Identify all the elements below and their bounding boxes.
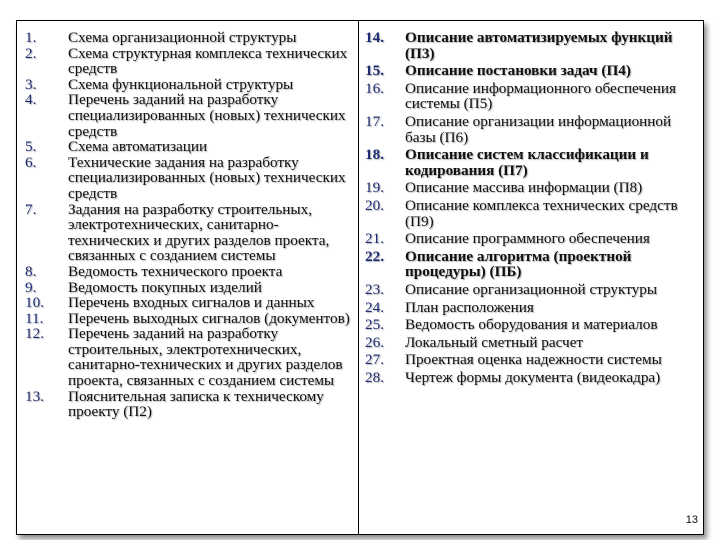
item-text: Описание систем классификации и кодирования (П7) <box>405 146 649 179</box>
list-item <box>25 389 354 420</box>
item-text: Чертеж формы документа (видеокадра) <box>405 368 661 386</box>
item-text: Перечень входных сигналов и данных <box>68 294 315 312</box>
list-item <box>365 317 699 333</box>
list-item <box>365 370 699 386</box>
list-item <box>365 147 699 178</box>
item-text: Задания на разработку строительных, электротехнических, санитарно-технических и других разделов проекта, связанных с созданием системы <box>68 200 330 265</box>
list-item <box>365 30 699 61</box>
item-text: Перечень выходных сигналов (документов) <box>68 309 350 327</box>
list-item <box>25 326 354 388</box>
item-text: Схема функциональной структуры <box>68 75 294 93</box>
list-item <box>365 63 699 79</box>
item-number: 25. <box>365 316 384 334</box>
list-item <box>25 30 354 46</box>
list-item <box>25 139 354 155</box>
item-text: Описание комплекса технических средств (П9) <box>405 196 678 230</box>
item-number: 27. <box>365 351 384 369</box>
item-text: Описание программного обеспечения <box>405 230 650 248</box>
list-item <box>25 311 354 327</box>
item-number: 8. <box>25 262 37 280</box>
item-text: Пояснительная записка к техническому проекту (П2) <box>68 387 324 421</box>
item-number: 21. <box>365 230 384 248</box>
right-column <box>359 21 703 534</box>
right-document-list <box>365 30 699 385</box>
list-item <box>365 352 699 368</box>
item-number: 19. <box>365 179 384 197</box>
item-text: Схема автоматизации <box>68 138 208 156</box>
item-number: 22. <box>365 247 384 265</box>
item-text: Описание организационной структуры <box>405 280 658 298</box>
left-document-list <box>25 30 354 420</box>
item-text: Описание массива информации (П8) <box>405 179 643 197</box>
list-item <box>25 46 354 77</box>
item-number: 20. <box>365 196 384 214</box>
page-number: 13 <box>685 514 698 526</box>
item-number: 13. <box>25 387 44 405</box>
list-item <box>25 280 354 296</box>
item-text: Перечень заданий на разработку строительных, электротехнических, санитарно-технических и других разделов проекта, связанных с созданием системы <box>68 325 343 390</box>
list-item <box>25 264 354 280</box>
list-item <box>365 180 699 196</box>
item-number: 2. <box>25 44 37 62</box>
item-number: 26. <box>365 333 384 351</box>
item-number: 28. <box>365 368 384 386</box>
list-item <box>25 295 354 311</box>
item-number: 1. <box>25 29 37 46</box>
item-number: 16. <box>365 79 384 97</box>
item-text: Локальный сметный расчет <box>405 333 584 351</box>
item-text: Схема организационной структуры <box>68 29 297 46</box>
item-text: Проектная оценка надежности системы <box>405 351 662 369</box>
item-text: План расположения <box>405 298 534 316</box>
item-number: 11. <box>25 309 44 327</box>
item-number: 17. <box>365 112 384 130</box>
item-number: 15. <box>365 62 384 80</box>
item-text: Ведомость оборудования и материалов <box>405 316 658 334</box>
item-number: 5. <box>25 138 37 156</box>
list-item <box>365 114 699 145</box>
item-number: 4. <box>25 91 37 109</box>
item-number: 12. <box>25 325 44 343</box>
item-number: 6. <box>25 153 37 171</box>
item-text: Ведомость технического проекта <box>68 262 283 280</box>
item-text: Ведомость покупных изделий <box>68 278 262 296</box>
list-item <box>25 92 354 139</box>
item-text: Технические задания на разработку специализированных (новых) технических средств <box>68 153 346 202</box>
item-number: 18. <box>365 146 384 164</box>
list-item <box>365 282 699 298</box>
list-item <box>365 231 699 247</box>
item-number: 14. <box>365 29 384 46</box>
list-item <box>365 81 699 112</box>
item-number: 7. <box>25 200 37 218</box>
item-text: Описание информационного обеспечения системы (П5) <box>405 79 677 113</box>
list-item <box>25 202 354 264</box>
list-item <box>365 198 699 229</box>
item-number: 24. <box>365 298 384 316</box>
item-text: Описание автоматизируемых функций (П3) <box>405 29 673 62</box>
list-item <box>365 249 699 280</box>
item-number: 3. <box>25 75 37 93</box>
list-item <box>365 300 699 316</box>
document-list-table <box>16 20 704 535</box>
item-number: 9. <box>25 278 37 296</box>
item-text: Перечень заданий на разработку специализированных (новых) технических средств <box>68 91 346 140</box>
left-column <box>17 21 359 534</box>
item-number: 23. <box>365 280 384 298</box>
list-item <box>365 335 699 351</box>
list-item <box>25 155 354 202</box>
item-number: 10. <box>25 294 44 312</box>
item-text: Описание алгоритма (проектной процедуры) (ПБ) <box>405 247 632 281</box>
item-text: Описание организации информационной базы (П6) <box>405 112 672 146</box>
item-text: Схема структурная комплекса технических средств <box>68 44 348 78</box>
item-text: Описание постановки задач (П4) <box>405 62 631 80</box>
list-item <box>25 77 354 93</box>
